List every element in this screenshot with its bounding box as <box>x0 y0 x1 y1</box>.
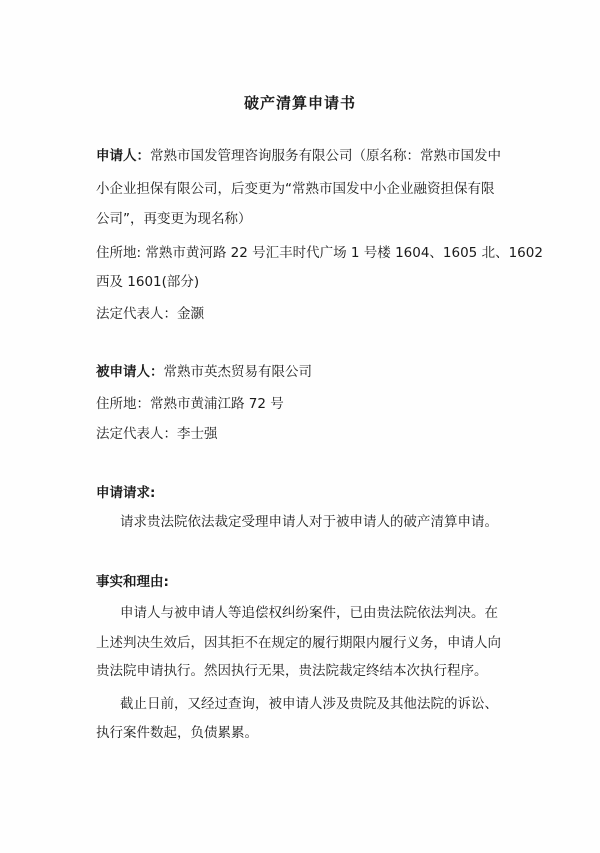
applicant-line-2: 小企业担保有限公司，后变更为“常熟市国发中小企业融资担保有限 <box>96 181 495 197</box>
request-heading: 申请请求: <box>96 485 156 501</box>
request-body: 请求贵法院依法裁定受理申请人对于被申请人的破产清算申请。 <box>120 514 498 530</box>
respondent-line <box>96 363 312 381</box>
applicant-label: 申请人： <box>96 148 150 164</box>
applicant-line-1 <box>96 147 501 165</box>
facts-paragraph-2-line-2: 执行案件数起，负债累累。 <box>96 725 258 741</box>
applicant-name: 常熟市国发管理咨询服务有限公司（原名称：常熟市国发中 <box>150 148 501 164</box>
facts-heading: 事实和理由: <box>96 574 169 590</box>
facts-paragraph-1-line-1: 申请人与被申请人等追偿权纠纷案件，已由贵法院依法判决。在 <box>120 605 498 621</box>
applicant-address-line-1: 住所地: 常熟市黄河路 22 号汇丰时代广场 1 号楼 1604、1605 北、1602 <box>96 245 543 261</box>
respondent-address: 住所地：常熟市黄浦江路 72 号 <box>96 396 284 412</box>
respondent-name: 常熟市英杰贸易有限公司 <box>163 364 312 380</box>
respondent-label: 被申请人： <box>96 364 164 380</box>
facts-paragraph-1-line-3: 贵法院申请执行。然因执行无果，贵法院裁定终结本次执行程序。 <box>96 663 488 679</box>
applicant-line-3: 公司”，再变更为现名称） <box>96 211 252 227</box>
applicant-address-line-2: 西及 1601(部分) <box>96 274 200 290</box>
facts-paragraph-1-line-2: 上述判决生效后，因其拒不在规定的履行期限内履行义务，申请人向 <box>96 635 501 651</box>
applicant-representative: 法定代表人：金灏 <box>96 306 204 322</box>
facts-paragraph-2-line-1: 截止日前，又经过查询，被申请人涉及贵院及其他法院的诉讼、 <box>120 696 498 712</box>
document-title: 破产清算申请书 <box>243 94 356 112</box>
respondent-representative: 法定代表人：李士强 <box>96 426 218 442</box>
